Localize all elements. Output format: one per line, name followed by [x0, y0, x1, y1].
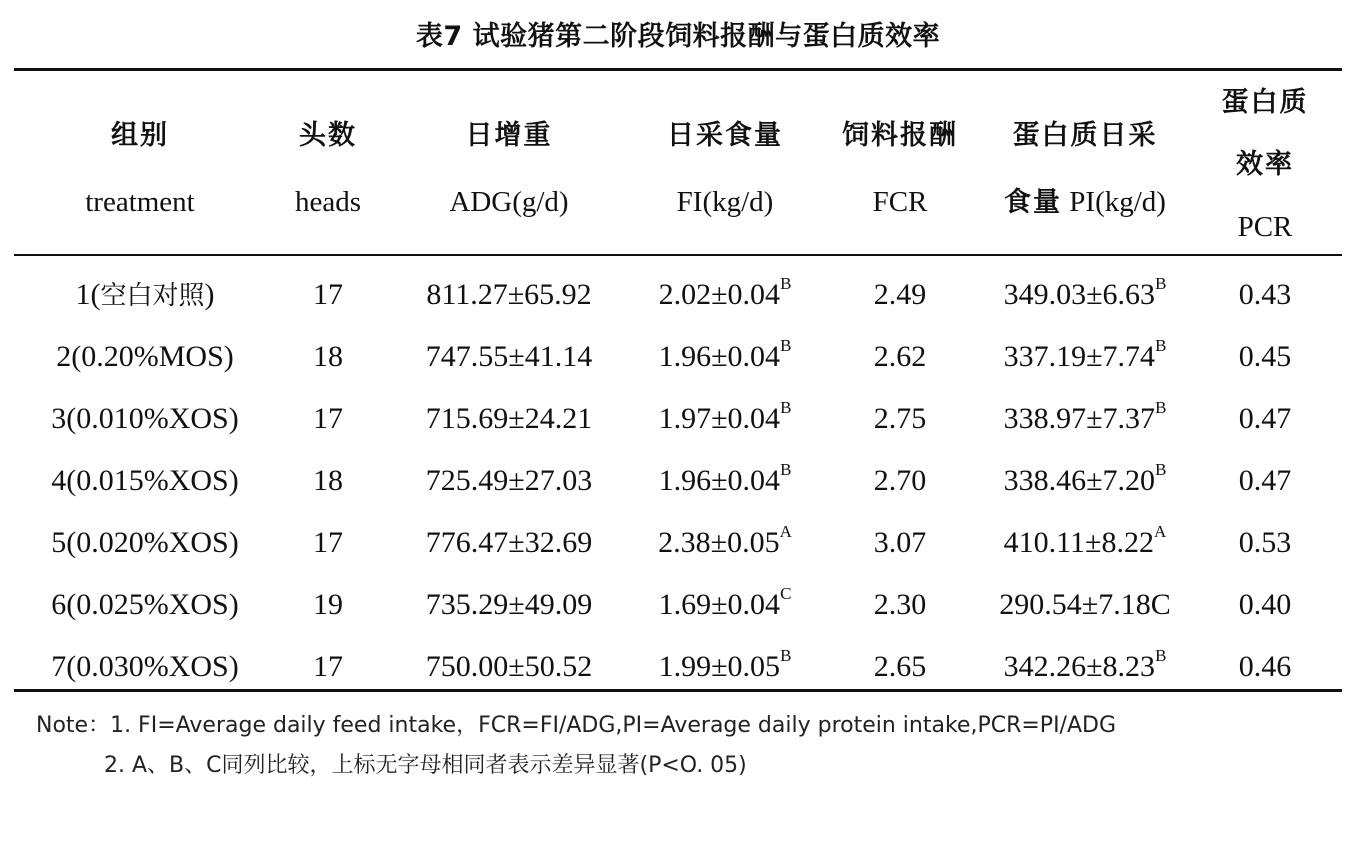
cell-heads: 19	[313, 588, 343, 621]
cell-group: 1(空白对照)	[75, 278, 215, 311]
cell-group: 5(0.020%XOS)	[51, 526, 239, 559]
fi-superscript: B	[780, 646, 792, 665]
cell-fcr: 2.49	[873, 278, 927, 311]
header-adg	[400, 103, 618, 235]
cell-adg: 747.55±41.14	[425, 340, 593, 373]
cell-fi: $1.99\pm 0.05^B$	[658, 646, 792, 683]
cell-heads: 17	[313, 278, 343, 311]
cell-fcr: 2.30	[873, 588, 927, 621]
cell-pcr: 0.45	[1238, 340, 1292, 373]
cell-pcr: 0.47	[1238, 464, 1292, 497]
cell-fcr: 2.75	[873, 402, 927, 435]
header-group-en: treatment	[85, 186, 195, 218]
cell-pi: 290.54±7.18C	[999, 588, 1171, 621]
cell-fcr: 2.62	[873, 340, 927, 373]
header-group-zh: 组别	[111, 120, 169, 151]
fi-superscript: C	[780, 584, 792, 603]
cell-fcr: 2.70	[873, 464, 927, 497]
fi-superscript: B	[780, 460, 792, 479]
cell-adg: 735.29±49.09	[425, 588, 593, 621]
header-fi-en: FI(kg/d)	[676, 186, 774, 218]
header-pcr-en: PCR	[1237, 211, 1293, 243]
cell-fcr: 2.65	[873, 650, 927, 683]
cell-pcr: 0.47	[1238, 402, 1292, 435]
header-fcr-en: FCR	[872, 186, 928, 218]
cell-group: 6(0.025%XOS)	[51, 588, 239, 621]
cell-fcr: 3.07	[873, 526, 927, 559]
fi-superscript: B	[780, 398, 792, 417]
cell-adg: 811.27±65.92	[426, 278, 592, 311]
cell-pi: $338.97\pm 7.37^B$	[1003, 398, 1167, 435]
cell-adg: 750.00±50.52	[425, 650, 593, 683]
cell-pcr: 0.53	[1238, 526, 1292, 559]
table-note-2: 2. A、B、C同列比较，上标无字母相同者表示差异显著(P<O. 05)	[104, 753, 747, 778]
cell-fi: $1.96\pm 0.04^B$	[658, 336, 792, 373]
table-row	[0, 574, 1356, 636]
table-note-1: Note：1. FI=Average daily feed intake，FCR=FI/ADG,PI=Average daily protein intake,PCR=PI/ADG	[36, 713, 1117, 738]
cell-heads: 17	[313, 402, 343, 435]
fi-superscript: B	[780, 336, 792, 355]
cell-group: 4(0.015%XOS)	[51, 464, 239, 497]
fi-superscript: B	[780, 274, 792, 293]
cell-adg: 776.47±32.69	[425, 526, 593, 559]
cell-fi: $2.38\pm 0.05^A$	[658, 522, 792, 559]
header-pi-en: PI(kg/d)	[1069, 186, 1166, 218]
cell-pcr: 0.46	[1238, 650, 1292, 683]
cell-heads: 18	[313, 464, 343, 497]
header-pi-zh: 蛋白质日采	[1012, 120, 1158, 151]
pi-superscript: B	[1155, 274, 1167, 293]
pi-superscript: A	[1154, 522, 1167, 541]
header-pcr-zh: 蛋白质	[1221, 87, 1309, 118]
cell-fi: $1.69\pm 0.04^C$	[658, 584, 792, 621]
cell-heads: 17	[313, 526, 343, 559]
cell-group: 2(0.20%MOS)	[56, 340, 234, 373]
table-bottom-rule	[14, 689, 1342, 692]
header-heads-zh: 头数	[299, 120, 357, 151]
header-pi-zh2: 食量	[1004, 187, 1063, 218]
cell-group: 3(0.010%XOS)	[51, 402, 239, 435]
cell-pcr: 0.43	[1238, 278, 1292, 311]
cell-pi: $338.46\pm 7.20^B$	[1003, 460, 1167, 497]
table-row	[0, 450, 1356, 512]
header-adg-en: ADG(g/d)	[449, 186, 569, 218]
table-header-rule	[14, 254, 1342, 256]
pi-superscript: B	[1155, 336, 1167, 355]
table-row	[0, 326, 1356, 388]
cell-pcr: 0.40	[1238, 588, 1292, 621]
cell-group: 7(0.030%XOS)	[51, 650, 239, 683]
pi-superscript: B	[1155, 398, 1167, 417]
cell-adg: 725.49±27.03	[425, 464, 593, 497]
cell-adg: 715.69±24.21	[425, 402, 593, 435]
header-fcr-zh: 饲料报酬	[842, 120, 958, 151]
header-fi-zh: 日采食量	[667, 120, 783, 151]
cell-heads: 18	[313, 340, 343, 373]
cell-pi: $349.03\pm 6.63^B$	[1003, 274, 1167, 311]
cell-fi: $1.96\pm 0.04^B$	[658, 460, 792, 497]
cell-pi: $342.26\pm 8.23^B$	[1003, 646, 1167, 683]
table-row	[0, 512, 1356, 574]
table-row	[0, 388, 1356, 450]
cell-fi: $2.02\pm 0.04^B$	[658, 274, 792, 311]
table-title: 表7 试验猪第二阶段饲料报酬与蛋白质效率	[415, 21, 941, 52]
header-heads-en: heads	[294, 186, 362, 218]
header-heads	[268, 103, 388, 235]
header-pi	[980, 103, 1190, 236]
cell-pi: $410.11\pm 8.22^A$	[1003, 522, 1167, 559]
table-top-rule	[14, 68, 1342, 71]
fi-superscript: A	[779, 522, 792, 541]
pi-superscript: B	[1155, 460, 1167, 479]
header-fcr	[830, 103, 970, 235]
pi-superscript: B	[1155, 646, 1167, 665]
header-adg-zh: 日增重	[465, 120, 553, 151]
header-pcr	[1200, 72, 1330, 258]
table-row	[0, 264, 1356, 326]
cell-fi: $1.97\pm 0.04^B$	[658, 398, 792, 435]
cell-pi: $337.19\pm 7.74^B$	[1003, 336, 1167, 373]
header-fi	[630, 103, 820, 235]
cell-heads: 17	[313, 650, 343, 683]
header-group	[60, 103, 220, 235]
header-pcr-zh2: 效率	[1236, 149, 1294, 180]
